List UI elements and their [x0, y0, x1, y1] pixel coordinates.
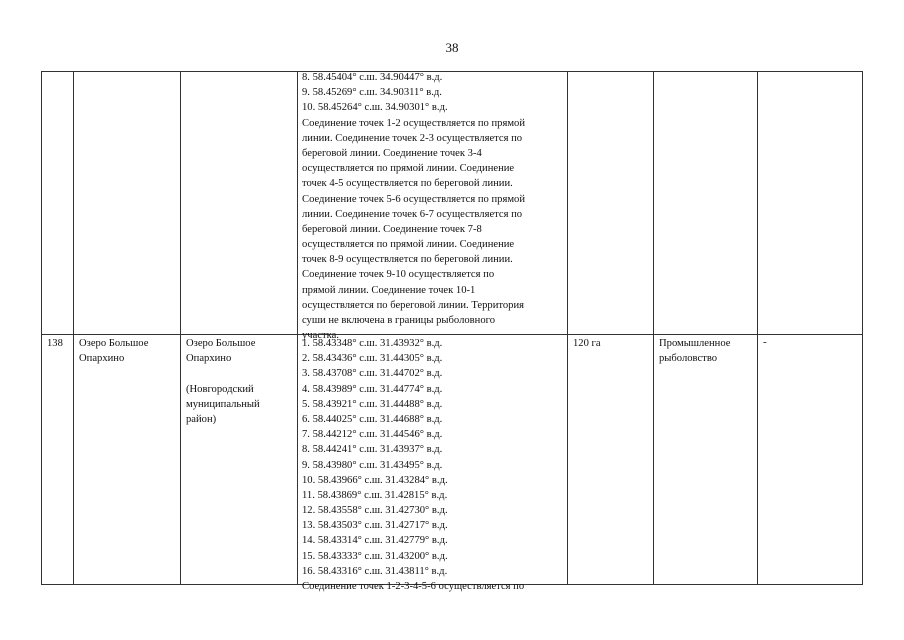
location-line	[186, 366, 260, 381]
usage-cell	[659, 336, 730, 366]
fishing-plots-table	[41, 71, 863, 592]
description-line: 9. 58.45269° с.ш. 34.90311° в.д.	[302, 87, 442, 99]
description-line: суши не включена в границы рыболовного	[302, 315, 496, 326]
location-cell	[186, 336, 260, 427]
description-line: осуществляется по береговой линии. Территория	[302, 299, 524, 311]
coordinate-line: 5. 58.43921° с.ш. 31.44488° в.д.	[302, 398, 443, 410]
location-line: район)	[186, 413, 217, 425]
column-border	[862, 71, 863, 585]
coordinate-line: 2. 58.43436° с.ш. 31.44305° в.д.	[302, 353, 443, 365]
column-border	[180, 71, 181, 585]
usage-line: рыболовство	[659, 353, 718, 365]
page-number: 38	[445, 40, 459, 55]
coordinate-line: 16. 58.43316° с.ш. 31.43811° в.д.	[302, 565, 448, 577]
row-number: 138	[47, 338, 63, 349]
description-line: участка.	[302, 330, 339, 342]
coordinate-line: 6. 58.44025° с.ш. 31.44688° в.д.	[302, 413, 443, 425]
description-line: береговой линии. Соединение точек 7-8	[302, 223, 482, 235]
coordinate-line: 7. 58.44212° с.ш. 31.44546° в.д.	[302, 429, 443, 441]
coordinate-line: 9. 58.43980° с.ш. 31.43495° в.д.	[302, 459, 443, 471]
description-line: 8. 58.45404° с.ш. 34.90447° в.д.	[302, 72, 443, 83]
coordinate-line: 15. 58.43333° с.ш. 31.43200° в.д.	[302, 550, 448, 562]
description-line: Соединение точек 1-2 осуществляется по прямой	[302, 117, 525, 129]
description-line: точек 4-5 осуществляется по береговой линии.	[302, 178, 513, 190]
column-border	[567, 71, 568, 585]
coordinate-line: 8. 58.44241° с.ш. 31.43937° в.д.	[302, 444, 443, 456]
location-line: муниципальный	[186, 398, 260, 410]
coordinate-line: 12. 58.43558° с.ш. 31.42730° в.д.	[302, 505, 448, 517]
column-border	[653, 71, 654, 585]
description-line: точек 8-9 осуществляется по береговой линии.	[302, 254, 513, 266]
coordinate-line: 11. 58.43869° с.ш. 31.42815° в.д.	[302, 489, 448, 501]
row-number-cell	[47, 336, 63, 351]
coordinate-line: 1. 58.43348° с.ш. 31.43932° в.д.	[302, 338, 443, 349]
location-line: Опархино	[186, 353, 232, 365]
coordinate-line: 13. 58.43503° с.ш. 31.42717° в.д.	[302, 520, 448, 532]
continuation-description-cell	[302, 70, 525, 343]
description-line: Соединение точек 9-10 осуществляется по	[302, 269, 495, 281]
column-border	[757, 71, 758, 585]
location-line: (Новгородский	[186, 383, 254, 395]
description-line: осуществляется по прямой линии. Соединение	[302, 163, 515, 175]
coordinate-line: 10. 58.43966° с.ш. 31.43284° в.д.	[302, 474, 448, 486]
description-line: береговой линии. Соединение точек 3-4	[302, 147, 482, 159]
description-line: линии. Соединение точек 2-3 осуществляется по	[302, 132, 523, 144]
description-line: осуществляется по прямой линии. Соединение	[302, 239, 515, 251]
water-body-name-cell	[79, 336, 148, 366]
description-line: 10. 58.45264° с.ш. 34.90301° в.д.	[302, 102, 448, 114]
coordinate-line: 14. 58.43314° с.ш. 31.42779° в.д.	[302, 535, 448, 547]
column-border	[41, 71, 42, 585]
description-line: прямой линии. Соединение точек 10-1	[302, 284, 476, 296]
description-line: Соединение точек 5-6 осуществляется по прямой	[302, 193, 525, 205]
coordinate-line: 3. 58.43708° с.ш. 31.44702° в.д.	[302, 368, 443, 380]
coordinate-line: 4. 58.43989° с.ш. 31.44774° в.д.	[302, 383, 443, 395]
usage-line: Промышленное	[659, 338, 731, 349]
area-cell	[573, 336, 601, 351]
note-dash: -	[763, 336, 767, 348]
column-border	[73, 71, 74, 585]
description-line: Соединение точек 1-2-3-4-5-6 осуществляется по	[302, 581, 525, 592]
column-border	[297, 71, 298, 585]
name-line: Опархино	[79, 353, 125, 365]
location-line: Озеро Большое	[186, 338, 256, 349]
name-line: Озеро Большое	[79, 338, 149, 349]
boundary-description-cell	[302, 336, 524, 594]
description-line: линии. Соединение точек 6-7 осуществляется по	[302, 208, 523, 220]
area-value: 120 га	[573, 338, 601, 349]
